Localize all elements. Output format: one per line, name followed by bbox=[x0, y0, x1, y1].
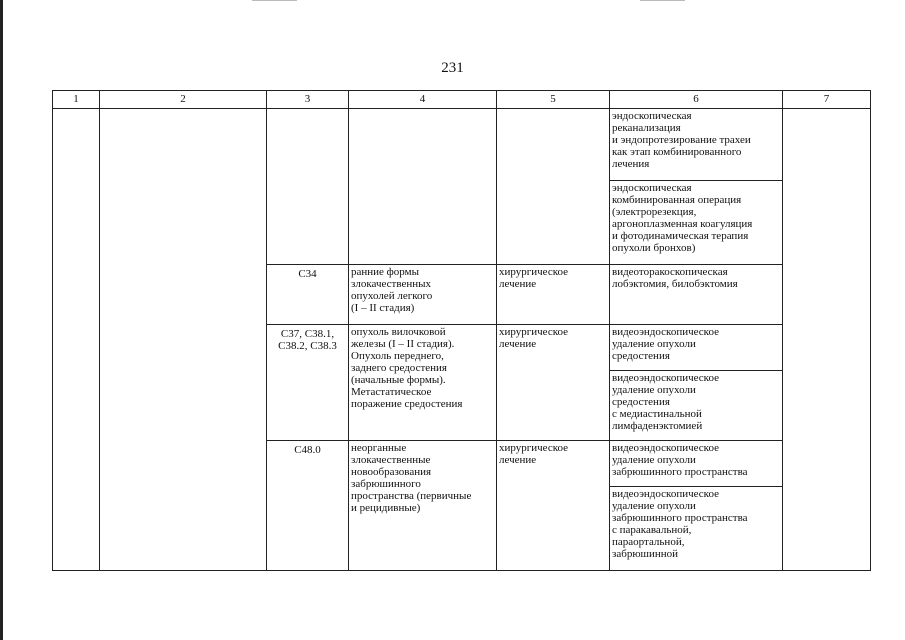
cell-treatment bbox=[497, 109, 610, 265]
cell-vmp-name bbox=[100, 109, 267, 571]
page-top-mark bbox=[252, 0, 297, 1]
cell-diagnosis: неорганные злокачественные новообразования забрюшинного пространства (первичные и рецидивные) bbox=[349, 441, 497, 571]
cell-diagnosis bbox=[349, 109, 497, 265]
column-number: 2 bbox=[100, 91, 267, 109]
cell-treatment: хирургическое лечение bbox=[497, 265, 610, 325]
cell-diagnosis: ранние формы злокачественных опухолей легкого (I – II стадия) bbox=[349, 265, 497, 325]
column-number: 7 bbox=[783, 91, 871, 109]
medical-care-table bbox=[52, 90, 871, 571]
page-left-edge bbox=[0, 0, 3, 640]
cell-method: видеоэндоскопическое удаление опухоли забрюшинного пространства с паракавальной, параортальной, забрюшинной bbox=[610, 487, 783, 571]
table-row bbox=[53, 109, 871, 181]
column-number: 1 bbox=[53, 91, 100, 109]
cell-code: C48.0 bbox=[267, 441, 349, 571]
cell-method: видеоэндоскопическое удаление опухоли средостения bbox=[610, 325, 783, 371]
cell-method: видеоэндоскопическое удаление опухоли средостения с медиастинальной лимфаденэктомией bbox=[610, 371, 783, 441]
column-number-row bbox=[53, 91, 871, 109]
page-top-mark bbox=[640, 0, 685, 1]
column-number: 3 bbox=[267, 91, 349, 109]
cell-method: видеоэндоскопическое удаление опухоли забрюшинного пространства bbox=[610, 441, 783, 487]
cell-code bbox=[267, 109, 349, 265]
page-number: 231 bbox=[441, 60, 464, 76]
cell-diagnosis: опухоль вилочковой железы (I – II стадия). Опухоль переднего, заднего средостения (начальные формы). Метастатическое поражение средостения bbox=[349, 325, 497, 441]
cell-method: эндоскопическая реканализация и эндопротезирование трахеи как этап комбинированного лечения bbox=[610, 109, 783, 181]
column-number: 6 bbox=[610, 91, 783, 109]
cell-method: эндоскопическая комбинированная операция (электрорезекция, аргоноплазменная коагуляция и фотодинамическая терапия опухоли бронхов) bbox=[610, 181, 783, 265]
column-number: 5 bbox=[497, 91, 610, 109]
cell-treatment: хирургическое лечение bbox=[497, 441, 610, 571]
cell-method: видеоторакоскопическая лобэктомия, билобэктомия bbox=[610, 265, 783, 325]
cell-treatment: хирургическое лечение bbox=[497, 325, 610, 441]
column-number: 4 bbox=[349, 91, 497, 109]
cell-code: C34 bbox=[267, 265, 349, 325]
cell-code: C37, C38.1, C38.2, C38.3 bbox=[267, 325, 349, 441]
cell-group-number bbox=[53, 109, 100, 571]
cell-norm bbox=[783, 109, 871, 571]
